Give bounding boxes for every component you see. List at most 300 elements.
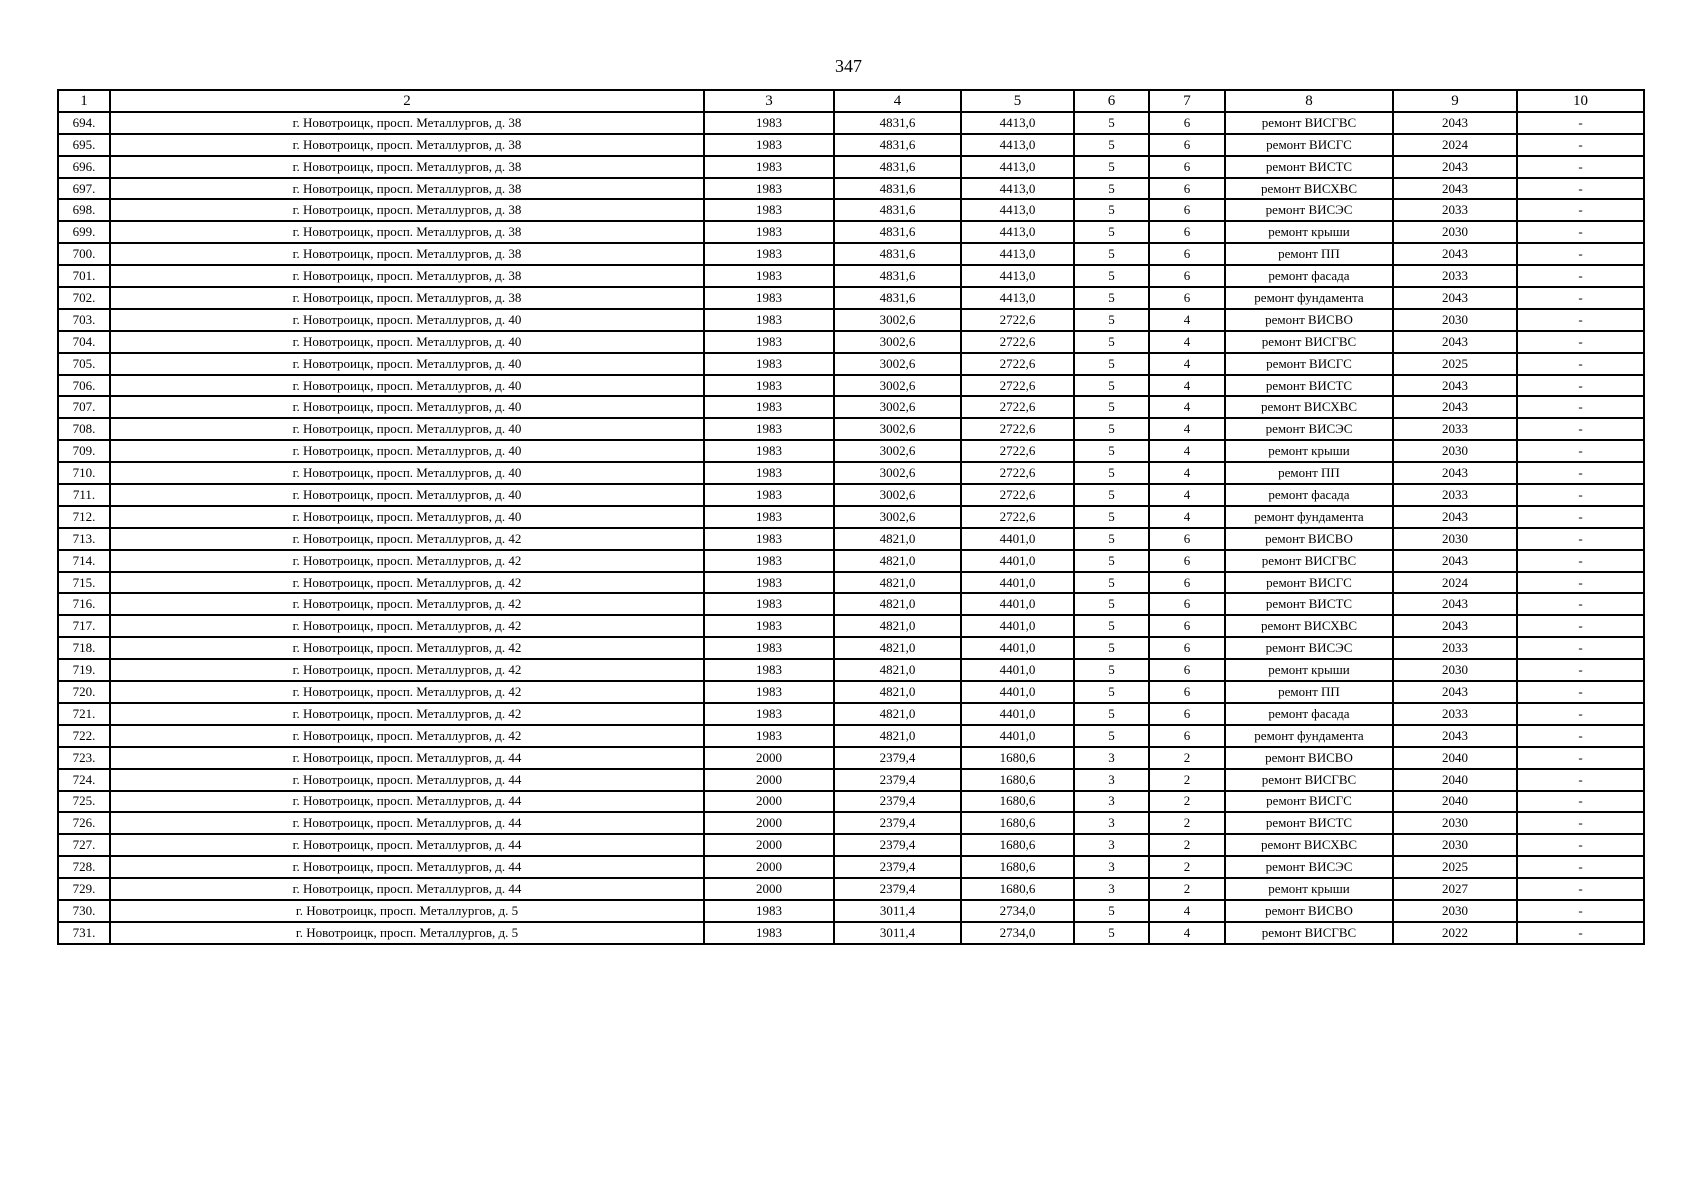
cell-living-area: 1680,6	[961, 856, 1074, 878]
cell-row-number: 731.	[58, 922, 110, 944]
cell-year-built: 1983	[704, 331, 834, 353]
cell-entrances: 4	[1149, 484, 1225, 506]
cell-note: -	[1517, 353, 1644, 375]
table-row	[58, 112, 1644, 134]
cell-living-area: 2722,6	[961, 309, 1074, 331]
table-row	[58, 747, 1644, 769]
cell-total-area: 4821,0	[834, 550, 961, 572]
cell-year-built: 1983	[704, 199, 834, 221]
cell-living-area: 4413,0	[961, 199, 1074, 221]
cell-living-area: 4401,0	[961, 593, 1074, 615]
cell-note: -	[1517, 812, 1644, 834]
cell-living-area: 4413,0	[961, 265, 1074, 287]
cell-living-area: 2722,6	[961, 506, 1074, 528]
cell-row-number: 706.	[58, 375, 110, 397]
cell-total-area: 3002,6	[834, 506, 961, 528]
cell-address: г. Новотроицк, просп. Металлургов, д. 44	[110, 769, 704, 791]
table-row	[58, 703, 1644, 725]
cell-living-area: 4413,0	[961, 287, 1074, 309]
cell-entrances: 6	[1149, 550, 1225, 572]
cell-entrances: 6	[1149, 528, 1225, 550]
cell-address: г. Новотроицк, просп. Металлургов, д. 42	[110, 593, 704, 615]
cell-address: г. Новотроицк, просп. Металлургов, д. 40	[110, 506, 704, 528]
cell-planned-year: 2030	[1393, 812, 1517, 834]
cell-planned-year: 2040	[1393, 747, 1517, 769]
cell-total-area: 2379,4	[834, 878, 961, 900]
cell-address: г. Новотроицк, просп. Металлургов, д. 40	[110, 396, 704, 418]
cell-floors: 5	[1074, 418, 1149, 440]
cell-floors: 5	[1074, 112, 1149, 134]
cell-address: г. Новотроицк, просп. Металлургов, д. 38	[110, 199, 704, 221]
cell-note: -	[1517, 418, 1644, 440]
cell-total-area: 4831,6	[834, 134, 961, 156]
cell-planned-year: 2030	[1393, 834, 1517, 856]
cell-row-number: 709.	[58, 440, 110, 462]
cell-planned-year: 2033	[1393, 484, 1517, 506]
cell-year-built: 1983	[704, 703, 834, 725]
table-header	[58, 90, 1644, 112]
cell-planned-year: 2043	[1393, 396, 1517, 418]
cell-planned-year: 2043	[1393, 725, 1517, 747]
cell-year-built: 1983	[704, 265, 834, 287]
cell-row-number: 715.	[58, 572, 110, 594]
cell-work-type: ремонт ВИСВО	[1225, 309, 1393, 331]
cell-note: -	[1517, 506, 1644, 528]
cell-total-area: 4821,0	[834, 615, 961, 637]
cell-floors: 5	[1074, 637, 1149, 659]
cell-work-type: ремонт крыши	[1225, 440, 1393, 462]
table-row	[58, 922, 1644, 944]
table-row	[58, 593, 1644, 615]
cell-planned-year: 2043	[1393, 375, 1517, 397]
cell-total-area: 4821,0	[834, 572, 961, 594]
cell-year-built: 1983	[704, 375, 834, 397]
table-row	[58, 178, 1644, 200]
cell-row-number: 694.	[58, 112, 110, 134]
cell-entrances: 2	[1149, 747, 1225, 769]
cell-address: г. Новотроицк, просп. Металлургов, д. 42	[110, 681, 704, 703]
cell-planned-year: 2043	[1393, 156, 1517, 178]
cell-note: -	[1517, 769, 1644, 791]
cell-work-type: ремонт ВИСТС	[1225, 593, 1393, 615]
table-row	[58, 156, 1644, 178]
cell-note: -	[1517, 156, 1644, 178]
cell-total-area: 3002,6	[834, 396, 961, 418]
cell-planned-year: 2030	[1393, 659, 1517, 681]
cell-planned-year: 2033	[1393, 637, 1517, 659]
cell-address: г. Новотроицк, просп. Металлургов, д. 40	[110, 484, 704, 506]
cell-year-built: 1983	[704, 922, 834, 944]
cell-note: -	[1517, 572, 1644, 594]
cell-planned-year: 2030	[1393, 309, 1517, 331]
cell-row-number: 699.	[58, 221, 110, 243]
cell-work-type: ремонт ВИСГВС	[1225, 769, 1393, 791]
cell-planned-year: 2043	[1393, 462, 1517, 484]
cell-floors: 3	[1074, 791, 1149, 813]
cell-floors: 5	[1074, 593, 1149, 615]
cell-address: г. Новотроицк, просп. Металлургов, д. 44	[110, 834, 704, 856]
cell-planned-year: 2043	[1393, 593, 1517, 615]
cell-floors: 3	[1074, 834, 1149, 856]
table-row	[58, 659, 1644, 681]
cell-total-area: 3011,4	[834, 900, 961, 922]
cell-planned-year: 2043	[1393, 287, 1517, 309]
cell-year-built: 2000	[704, 856, 834, 878]
cell-work-type: ремонт ВИСВО	[1225, 900, 1393, 922]
cell-note: -	[1517, 791, 1644, 813]
cell-planned-year: 2040	[1393, 791, 1517, 813]
cell-row-number: 713.	[58, 528, 110, 550]
cell-year-built: 1983	[704, 112, 834, 134]
cell-note: -	[1517, 309, 1644, 331]
cell-entrances: 6	[1149, 287, 1225, 309]
cell-entrances: 6	[1149, 593, 1225, 615]
cell-living-area: 4401,0	[961, 615, 1074, 637]
cell-note: -	[1517, 637, 1644, 659]
table-row	[58, 396, 1644, 418]
cell-year-built: 2000	[704, 812, 834, 834]
cell-planned-year: 2043	[1393, 331, 1517, 353]
cell-address: г. Новотроицк, просп. Металлургов, д. 42	[110, 637, 704, 659]
cell-planned-year: 2030	[1393, 528, 1517, 550]
table-row	[58, 221, 1644, 243]
cell-row-number: 704.	[58, 331, 110, 353]
cell-entrances: 2	[1149, 878, 1225, 900]
cell-row-number: 718.	[58, 637, 110, 659]
cell-entrances: 6	[1149, 615, 1225, 637]
cell-planned-year: 2043	[1393, 506, 1517, 528]
cell-row-number: 712.	[58, 506, 110, 528]
table-row	[58, 791, 1644, 813]
column-header-5: 5	[961, 90, 1074, 112]
cell-floors: 5	[1074, 462, 1149, 484]
cell-note: -	[1517, 134, 1644, 156]
cell-floors: 5	[1074, 243, 1149, 265]
cell-entrances: 6	[1149, 637, 1225, 659]
cell-year-built: 1983	[704, 156, 834, 178]
cell-row-number: 720.	[58, 681, 110, 703]
cell-row-number: 723.	[58, 747, 110, 769]
cell-entrances: 6	[1149, 199, 1225, 221]
cell-row-number: 725.	[58, 791, 110, 813]
cell-floors: 5	[1074, 681, 1149, 703]
cell-year-built: 1983	[704, 659, 834, 681]
cell-year-built: 1983	[704, 506, 834, 528]
column-header-2: 2	[110, 90, 704, 112]
cell-floors: 5	[1074, 900, 1149, 922]
column-header-4: 4	[834, 90, 961, 112]
cell-note: -	[1517, 900, 1644, 922]
cell-address: г. Новотроицк, просп. Металлургов, д. 42	[110, 725, 704, 747]
cell-note: -	[1517, 725, 1644, 747]
cell-work-type: ремонт ВИСХВС	[1225, 834, 1393, 856]
cell-total-area: 2379,4	[834, 791, 961, 813]
cell-living-area: 4401,0	[961, 725, 1074, 747]
cell-year-built: 2000	[704, 769, 834, 791]
cell-planned-year: 2030	[1393, 221, 1517, 243]
cell-total-area: 4831,6	[834, 156, 961, 178]
cell-entrances: 6	[1149, 572, 1225, 594]
cell-row-number: 728.	[58, 856, 110, 878]
cell-living-area: 4401,0	[961, 528, 1074, 550]
cell-entrances: 6	[1149, 112, 1225, 134]
cell-work-type: ремонт ВИСГВС	[1225, 922, 1393, 944]
cell-note: -	[1517, 112, 1644, 134]
cell-total-area: 2379,4	[834, 747, 961, 769]
cell-planned-year: 2043	[1393, 681, 1517, 703]
cell-floors: 5	[1074, 199, 1149, 221]
cell-note: -	[1517, 375, 1644, 397]
cell-total-area: 3002,6	[834, 484, 961, 506]
cell-address: г. Новотроицк, просп. Металлургов, д. 38	[110, 156, 704, 178]
cell-year-built: 1983	[704, 287, 834, 309]
cell-floors: 5	[1074, 550, 1149, 572]
cell-row-number: 695.	[58, 134, 110, 156]
table-row	[58, 506, 1644, 528]
cell-floors: 3	[1074, 856, 1149, 878]
cell-floors: 5	[1074, 353, 1149, 375]
cell-address: г. Новотроицк, просп. Металлургов, д. 40	[110, 462, 704, 484]
cell-work-type: ремонт крыши	[1225, 659, 1393, 681]
cell-total-area: 2379,4	[834, 856, 961, 878]
cell-row-number: 708.	[58, 418, 110, 440]
cell-address: г. Новотроицк, просп. Металлургов, д. 38	[110, 134, 704, 156]
cell-total-area: 4821,0	[834, 659, 961, 681]
cell-floors: 5	[1074, 725, 1149, 747]
cell-address: г. Новотроицк, просп. Металлургов, д. 42	[110, 615, 704, 637]
cell-planned-year: 2030	[1393, 900, 1517, 922]
cell-living-area: 2722,6	[961, 396, 1074, 418]
table-row	[58, 484, 1644, 506]
cell-row-number: 727.	[58, 834, 110, 856]
cell-note: -	[1517, 199, 1644, 221]
cell-note: -	[1517, 178, 1644, 200]
table-row	[58, 725, 1644, 747]
cell-year-built: 1983	[704, 572, 834, 594]
cell-floors: 5	[1074, 375, 1149, 397]
cell-total-area: 3002,6	[834, 353, 961, 375]
cell-floors: 3	[1074, 747, 1149, 769]
cell-note: -	[1517, 265, 1644, 287]
cell-living-area: 1680,6	[961, 812, 1074, 834]
cell-work-type: ремонт фундамента	[1225, 725, 1393, 747]
cell-total-area: 4831,6	[834, 112, 961, 134]
cell-note: -	[1517, 440, 1644, 462]
cell-total-area: 2379,4	[834, 812, 961, 834]
cell-year-built: 1983	[704, 725, 834, 747]
cell-entrances: 6	[1149, 703, 1225, 725]
cell-year-built: 1983	[704, 418, 834, 440]
cell-living-area: 4401,0	[961, 637, 1074, 659]
cell-living-area: 4401,0	[961, 550, 1074, 572]
cell-living-area: 1680,6	[961, 769, 1074, 791]
cell-planned-year: 2043	[1393, 615, 1517, 637]
cell-entrances: 2	[1149, 834, 1225, 856]
cell-work-type: ремонт фасада	[1225, 703, 1393, 725]
table-row	[58, 572, 1644, 594]
cell-row-number: 707.	[58, 396, 110, 418]
cell-row-number: 724.	[58, 769, 110, 791]
cell-entrances: 2	[1149, 769, 1225, 791]
cell-row-number: 696.	[58, 156, 110, 178]
cell-living-area: 2722,6	[961, 462, 1074, 484]
cell-address: г. Новотроицк, просп. Металлургов, д. 40	[110, 309, 704, 331]
table-row	[58, 375, 1644, 397]
cell-address: г. Новотроицк, просп. Металлургов, д. 44	[110, 856, 704, 878]
cell-entrances: 4	[1149, 331, 1225, 353]
cell-total-area: 4831,6	[834, 265, 961, 287]
cell-entrances: 6	[1149, 156, 1225, 178]
cell-note: -	[1517, 878, 1644, 900]
cell-row-number: 722.	[58, 725, 110, 747]
table-body	[58, 112, 1644, 944]
cell-address: г. Новотроицк, просп. Металлургов, д. 5	[110, 900, 704, 922]
cell-work-type: ремонт ВИСГВС	[1225, 550, 1393, 572]
cell-address: г. Новотроицк, просп. Металлургов, д. 38	[110, 178, 704, 200]
cell-work-type: ремонт крыши	[1225, 221, 1393, 243]
cell-work-type: ремонт ВИСЭС	[1225, 637, 1393, 659]
cell-total-area: 4831,6	[834, 221, 961, 243]
cell-living-area: 4413,0	[961, 178, 1074, 200]
cell-note: -	[1517, 703, 1644, 725]
header-row	[58, 90, 1644, 112]
cell-floors: 5	[1074, 572, 1149, 594]
table-row	[58, 462, 1644, 484]
table-row	[58, 528, 1644, 550]
cell-address: г. Новотроицк, просп. Металлургов, д. 42	[110, 550, 704, 572]
cell-entrances: 4	[1149, 440, 1225, 462]
column-header-3: 3	[704, 90, 834, 112]
cell-floors: 5	[1074, 396, 1149, 418]
cell-entrances: 6	[1149, 221, 1225, 243]
cell-address: г. Новотроицк, просп. Металлургов, д. 38	[110, 221, 704, 243]
cell-floors: 3	[1074, 769, 1149, 791]
cell-living-area: 2722,6	[961, 440, 1074, 462]
cell-note: -	[1517, 615, 1644, 637]
cell-total-area: 2379,4	[834, 769, 961, 791]
cell-year-built: 1983	[704, 178, 834, 200]
cell-note: -	[1517, 856, 1644, 878]
cell-note: -	[1517, 747, 1644, 769]
table-row	[58, 550, 1644, 572]
cell-work-type: ремонт фасада	[1225, 265, 1393, 287]
cell-work-type: ремонт ВИСГС	[1225, 353, 1393, 375]
cell-year-built: 1983	[704, 353, 834, 375]
cell-living-area: 2722,6	[961, 484, 1074, 506]
cell-total-area: 4831,6	[834, 178, 961, 200]
cell-floors: 5	[1074, 528, 1149, 550]
cell-year-built: 1983	[704, 396, 834, 418]
cell-living-area: 2734,0	[961, 922, 1074, 944]
cell-total-area: 4821,0	[834, 703, 961, 725]
cell-row-number: 717.	[58, 615, 110, 637]
cell-year-built: 2000	[704, 791, 834, 813]
cell-planned-year: 2043	[1393, 178, 1517, 200]
cell-planned-year: 2033	[1393, 265, 1517, 287]
cell-row-number: 698.	[58, 199, 110, 221]
column-header-8: 8	[1225, 90, 1393, 112]
cell-note: -	[1517, 681, 1644, 703]
cell-floors: 5	[1074, 265, 1149, 287]
cell-total-area: 3002,6	[834, 375, 961, 397]
cell-entrances: 6	[1149, 659, 1225, 681]
cell-work-type: ремонт ВИСВО	[1225, 528, 1393, 550]
table-row	[58, 812, 1644, 834]
cell-entrances: 4	[1149, 309, 1225, 331]
cell-address: г. Новотроицк, просп. Металлургов, д. 42	[110, 572, 704, 594]
cell-living-area: 2734,0	[961, 900, 1074, 922]
cell-row-number: 702.	[58, 287, 110, 309]
cell-year-built: 1983	[704, 681, 834, 703]
cell-address: г. Новотроицк, просп. Металлургов, д. 40	[110, 440, 704, 462]
cell-note: -	[1517, 593, 1644, 615]
cell-planned-year: 2030	[1393, 440, 1517, 462]
cell-total-area: 3002,6	[834, 440, 961, 462]
cell-floors: 5	[1074, 156, 1149, 178]
cell-total-area: 3011,4	[834, 922, 961, 944]
cell-address: г. Новотроицк, просп. Металлургов, д. 40	[110, 418, 704, 440]
cell-total-area: 2379,4	[834, 834, 961, 856]
cell-row-number: 716.	[58, 593, 110, 615]
cell-row-number: 714.	[58, 550, 110, 572]
cell-floors: 3	[1074, 878, 1149, 900]
cell-entrances: 2	[1149, 812, 1225, 834]
cell-year-built: 1983	[704, 484, 834, 506]
cell-year-built: 1983	[704, 528, 834, 550]
cell-row-number: 730.	[58, 900, 110, 922]
column-header-6: 6	[1074, 90, 1149, 112]
cell-floors: 5	[1074, 331, 1149, 353]
table-row	[58, 265, 1644, 287]
cell-entrances: 6	[1149, 178, 1225, 200]
cell-work-type: ремонт ВИСЭС	[1225, 418, 1393, 440]
cell-floors: 5	[1074, 178, 1149, 200]
cell-planned-year: 2024	[1393, 134, 1517, 156]
table-row	[58, 287, 1644, 309]
cell-year-built: 1983	[704, 134, 834, 156]
cell-row-number: 711.	[58, 484, 110, 506]
cell-address: г. Новотроицк, просп. Металлургов, д. 42	[110, 703, 704, 725]
cell-address: г. Новотроицк, просп. Металлургов, д. 44	[110, 747, 704, 769]
table-row	[58, 134, 1644, 156]
cell-living-area: 4401,0	[961, 681, 1074, 703]
cell-address: г. Новотроицк, просп. Металлургов, д. 38	[110, 112, 704, 134]
cell-year-built: 1983	[704, 900, 834, 922]
cell-total-area: 4831,6	[834, 199, 961, 221]
cell-note: -	[1517, 287, 1644, 309]
cell-planned-year: 2033	[1393, 703, 1517, 725]
cell-floors: 5	[1074, 922, 1149, 944]
cell-entrances: 4	[1149, 353, 1225, 375]
cell-year-built: 1983	[704, 462, 834, 484]
cell-year-built: 1983	[704, 550, 834, 572]
cell-note: -	[1517, 243, 1644, 265]
table-row	[58, 681, 1644, 703]
cell-total-area: 3002,6	[834, 309, 961, 331]
cell-entrances: 6	[1149, 134, 1225, 156]
cell-floors: 5	[1074, 134, 1149, 156]
column-header-10: 10	[1517, 90, 1644, 112]
table-row	[58, 878, 1644, 900]
cell-address: г. Новотроицк, просп. Металлургов, д. 44	[110, 791, 704, 813]
cell-note: -	[1517, 331, 1644, 353]
cell-year-built: 1983	[704, 243, 834, 265]
cell-year-built: 1983	[704, 593, 834, 615]
cell-row-number: 729.	[58, 878, 110, 900]
cell-row-number: 721.	[58, 703, 110, 725]
column-header-7: 7	[1149, 90, 1225, 112]
cell-work-type: ремонт крыши	[1225, 878, 1393, 900]
